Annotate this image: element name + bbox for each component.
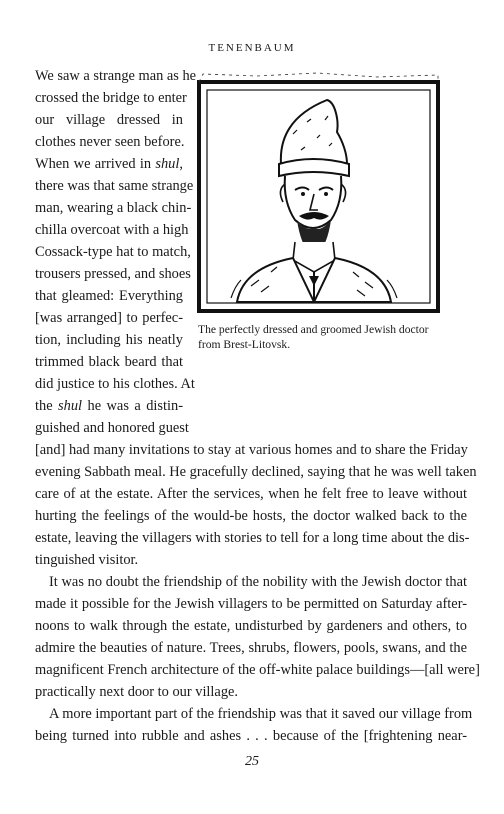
portrait-illustration [197,72,440,314]
text-line: our village dressed in [35,112,183,128]
text-line: did justice to his clothes. At [35,376,195,392]
text-line: guished and honored guest [35,420,189,436]
text-line: clothes never seen before. [35,134,185,150]
text-line: When we arrived in shul, [35,156,183,172]
text-line: Cossack-type hat to match, [35,244,191,260]
text-line: [was arranged] to perfec- [35,310,183,326]
text-line: man, wearing a black chin- [35,200,192,216]
text-line: magnificent French architecture of the off-white palace buildings—[all were] [35,662,480,678]
text-line: [and] had many invitations to stay at various homes and to share the Friday [35,442,468,458]
text-line: noons to walk through the estate, undisturbed by gardeners and others, to [35,618,467,634]
text-line: practically next door to our village. [35,684,239,700]
text-line: trousers pressed, and shoes [35,266,191,282]
text-line: crossed the bridge to enter [35,90,187,106]
text-line: chilla overcoat with a high [35,222,189,238]
text-line: evening Sabbath meal. He gracefully declined, saying that he was well taken [35,464,477,480]
text-line: care of at the estate. After the services, when he felt free to leave without [35,486,467,502]
text-line: the shul he was a distin- [35,398,183,414]
running-header: TENENBAUM [208,42,296,54]
text-line: there was that same strange [35,178,194,194]
text-line: tion, including his neatly [35,332,183,348]
caption-line: The perfectly dressed and groomed Jewish doctor [198,323,429,336]
page-number: 25 [245,754,259,769]
caption-line: from Brest-Litovsk. [198,338,291,351]
text-line: trimmed black beard that [35,354,183,370]
text-line: tinguished visitor. [35,552,139,568]
text-line: We saw a strange man as he [35,68,197,84]
text-line: estate, leaving the villagers with stories to tell for a long time about the dis- [35,530,470,546]
figure-caption [198,322,448,352]
text-line: being turned into rubble and ashes . . . because of the [frightening near- [35,728,467,744]
text-line: It was no doubt the friendship of the nobility with the Jewish doctor that [49,574,467,590]
text-line: hurting the feelings of the would-be hosts, the doctor walked back to the [35,508,467,524]
text-line: admire the beauties of nature. Trees, shrubs, flowers, pools, swans, and the [35,640,467,656]
text-line: A more important part of the friendship was that it saved our village from [49,706,473,722]
text-line: made it possible for the Jewish villagers to be permitted on Saturday after- [35,596,467,612]
text-line: that gleamed: Everything [35,288,183,304]
